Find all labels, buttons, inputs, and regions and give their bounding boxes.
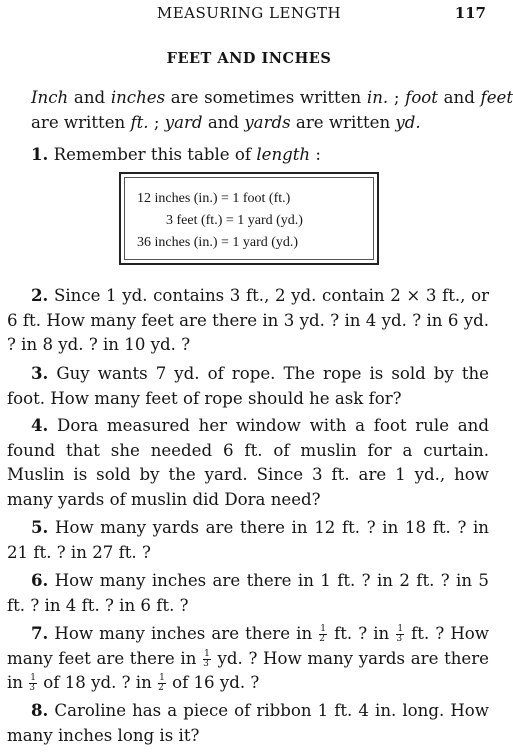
length-table xyxy=(119,172,379,265)
question-4 xyxy=(7,413,489,512)
question-text: of 18 yd. ? in xyxy=(38,673,158,692)
question-2 xyxy=(7,283,489,358)
question-text: : xyxy=(310,145,321,164)
question-text: of 16 yd. ? xyxy=(166,673,260,692)
question-number: 7. xyxy=(31,623,49,643)
question-term: length xyxy=(256,145,311,164)
fraction-one-third: $\frac{1}{3}$ xyxy=(29,673,37,693)
fraction-one-half: $\frac{1}{2}$ xyxy=(158,673,165,693)
intro-text: and xyxy=(68,88,111,107)
intro-term: inches xyxy=(110,88,166,107)
question-text: yd. ? How many yards are there in xyxy=(7,648,489,692)
fraction-one-half: $\frac{1}{2}$ xyxy=(319,624,326,644)
section-title: FEET AND INCHES xyxy=(166,50,332,67)
question-text: Guy wants 7 yd. of rope. The rope is sold by the foot. How many feet of rope should he ask for? xyxy=(7,364,489,408)
page-number: 117 xyxy=(454,4,486,22)
question-number: 5. xyxy=(31,517,49,537)
intro-text: are written xyxy=(290,112,396,132)
question-text: Remember this table of xyxy=(48,145,257,164)
question-text: Since 1 yd. contains 3 ft., 2 yd. contain 2 × 3 ft., or 6 ft. How many feet are there in 3 yd. ? in 4 yd. ? in 6 yd. ? in 8 yd. ? in 10 yd. ? xyxy=(7,286,489,354)
page-header xyxy=(0,4,498,26)
question-1 xyxy=(7,142,489,168)
question-text: ft. ? How many feet are there in xyxy=(7,624,489,668)
length-table-row: 12 inches (in.) = 1 foot (ft.) xyxy=(137,191,291,206)
intro-text: ; xyxy=(388,88,406,107)
intro-term: feet xyxy=(480,88,513,107)
intro-paragraph xyxy=(7,86,513,135)
fraction-one-third: $\frac{1}{3}$ xyxy=(203,648,210,669)
question-number: 1. xyxy=(31,144,49,164)
intro-term: yard xyxy=(164,112,203,132)
fraction-one-third: $\frac{1}{3}$ xyxy=(396,624,404,644)
question-text: How many inches are there in xyxy=(48,624,319,643)
intro-text: and xyxy=(202,112,245,132)
intro-term: ft. xyxy=(130,112,149,132)
question-text: ft. ? in xyxy=(327,624,396,643)
intro-text: and xyxy=(437,88,481,107)
intro-text: are written xyxy=(31,112,131,132)
length-table-row: 3 feet (ft.) = 1 yard (yd.) xyxy=(166,213,303,228)
question-number: 6. xyxy=(31,570,49,590)
intro-term: in. xyxy=(366,88,389,107)
question-number: 2. xyxy=(31,285,49,305)
intro-term: yd. xyxy=(395,112,421,132)
question-8 xyxy=(7,698,489,748)
intro-term: Inch xyxy=(31,88,69,107)
question-number: 8. xyxy=(31,700,49,720)
running-title: MEASURING LENGTH xyxy=(156,4,342,22)
intro-text: are sometimes written xyxy=(165,88,367,107)
question-number: 4. xyxy=(31,415,49,435)
question-text: Caroline has a piece of ribbon 1 ft. 4 in. long. How many inches long is it? xyxy=(7,701,489,745)
question-5 xyxy=(7,515,489,565)
intro-term: foot xyxy=(405,88,438,107)
question-3 xyxy=(7,361,489,411)
question-number: 3. xyxy=(31,363,49,383)
question-7 xyxy=(7,621,489,696)
question-6 xyxy=(7,568,489,618)
question-text: Dora measured her window with a foot rule and found that she needed 6 ft. of muslin for a curtain. Muslin is sold by the yard. Since 3 ft. are 1 yd., how many yards of muslin did Dora need? xyxy=(7,416,489,509)
intro-text: ; xyxy=(148,112,165,132)
length-table-row: 36 inches (in.) = 1 yard (yd.) xyxy=(137,235,299,250)
question-text: How many yards are there in 12 ft. ? in 18 ft. ? in 21 ft. ? in 27 ft. ? xyxy=(7,518,489,562)
intro-term: yards xyxy=(244,112,291,132)
question-text: How many inches are there in 1 ft. ? in 2 ft. ? in 5 ft. ? in 4 ft. ? in 6 ft. ? xyxy=(7,571,489,615)
